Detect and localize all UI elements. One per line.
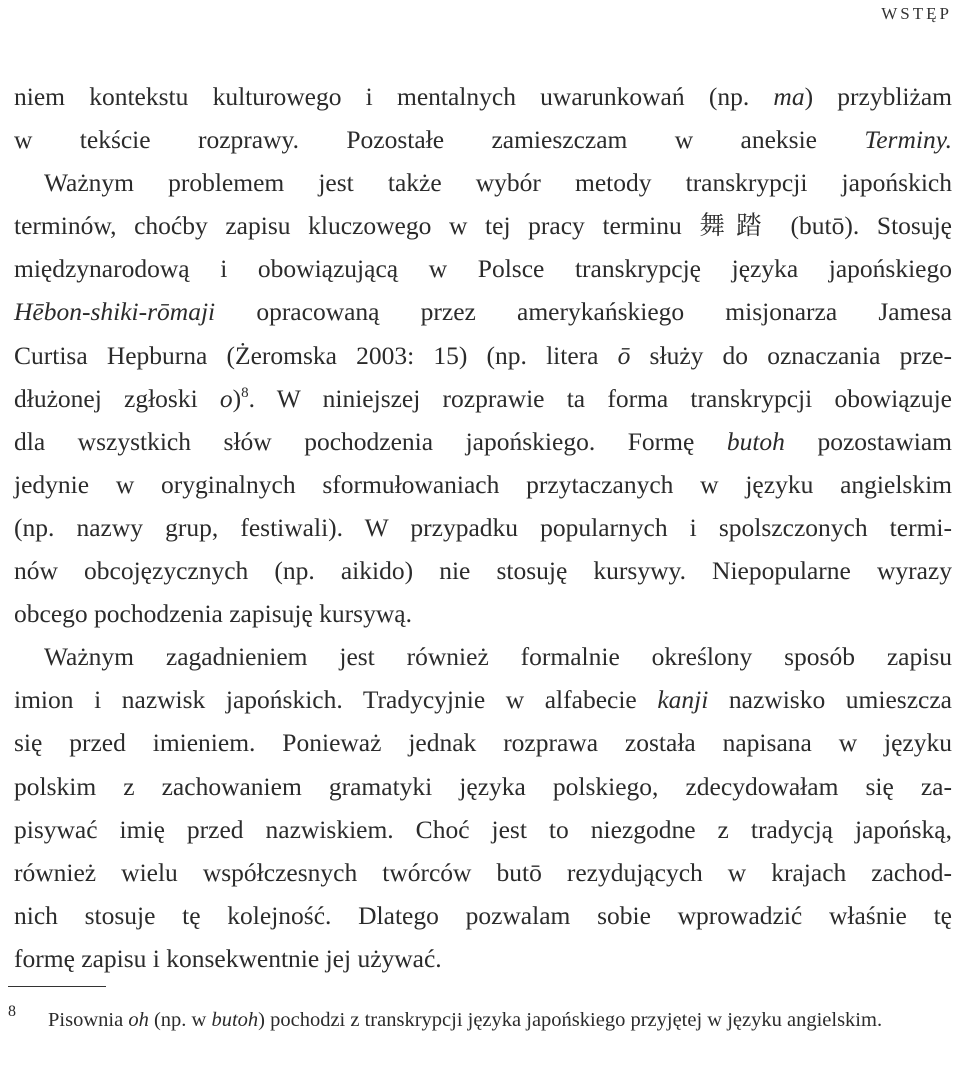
footnote-number: 8 [8,1003,16,1020]
italic-term: o [219,383,233,413]
text-run: nazwisko umieszcza [708,685,952,715]
text-run: . W niniejszej rozprawie ta forma transkrypcji obowiązuje [248,383,952,413]
text-run: imion i nazwisk japońskich. Tradycyjnie w alfabecie [14,685,658,715]
text-line: nów obcojęzycznych (np. aikido) nie stosuję kursywy. Niepopularne wyrazy [14,556,952,586]
text-line [14,377,952,420]
text-run: pozostawiam [784,426,952,456]
running-head: WSTĘP [881,4,952,23]
text-line [14,420,952,463]
text-line: pisywać imię przed nazwiskiem. Choć jest to niezgodne z tradycją japońską, [14,814,952,844]
text-run: niem kontekstu kulturowego i mentalnych uwarunkowań (np. [14,82,774,111]
text-run: dłużonej zgłoski [14,383,220,413]
footnote-reference[interactable]: 8 [241,384,249,401]
text-run: (np. w [148,1009,212,1031]
text-run: opracowaną przez amerykańskiego misjonarza Jamesa [215,297,952,327]
text-run: ) pochodzi z transkrypcji języka japońskiego przyjętej w języku angielskim. [258,1009,883,1031]
text-line: międzynarodową i obowiązującą w Polsce transkrypcję języka japońskiego [14,254,952,284]
text-run: w tekście rozprawy. Pozostałe zamieszczam w aneksie [14,125,865,155]
text-run: ) przybliżam [804,82,952,111]
text-line: Ważnym zagadnieniem jest również formalnie określony sposób zapisu [44,642,952,672]
italic-term: butoh [726,426,785,456]
italic-term: Hēbon-shiki-rōmaji [14,297,216,327]
text-run: dla wszystkich słów pochodzenia japońskiego. Formę [14,426,727,456]
body-text [14,75,952,980]
text-line: (np. nazwy grup, festiwali). W przypadku popularnych i spolszczonych termi- [14,512,952,542]
footnote-text [48,1004,958,1037]
text-run: Pisownia [48,1009,129,1031]
text-line [14,290,952,333]
text-line: terminów, choćby zapisu kluczowego w tej pracy terminu 舞踏 (butō). Stosuję [14,211,952,241]
text-line [14,118,952,161]
text-run: ) [232,383,242,413]
italic-term: ō [617,340,631,370]
footnote-divider [8,986,106,987]
text-line: nich stosuje tę kolejność. Dlatego pozwalam sobie wprowadzić właśnie tę [14,900,952,930]
text-line: formę zapisu i konsekwentnie jej używać. [14,943,442,973]
text-line: polskim z zachowaniem gramatyki języka polskiego, zdecydowałam się za- [14,771,952,801]
italic-term: oh [128,1009,149,1031]
text-line: obcego pochodzenia zapisuję kursywą. [14,599,412,629]
italic-term: Terminy. [864,125,952,155]
text-line [14,334,952,377]
text-line: się przed imieniem. Ponieważ jednak rozprawa została napisana w języku [14,728,952,758]
text-line: również wielu współczesnych twórców butō rezydujących w krajach zachod- [14,857,952,887]
text-line: jedynie w oryginalnych sformułowaniach przytaczanych w języku angielskim [14,469,952,499]
italic-term: ma [773,82,805,111]
text-line: Ważnym problemem jest także wybór metody transkrypcji japońskich [44,168,952,198]
text-run: służy do oznaczania prze- [630,340,952,370]
text-line [14,75,952,118]
italic-term: butoh [211,1009,259,1031]
text-line [14,678,952,721]
text-run: Curtisa Hepburna (Żeromska 2003: 15) (np. litera [14,340,618,370]
italic-term: kanji [657,685,709,715]
